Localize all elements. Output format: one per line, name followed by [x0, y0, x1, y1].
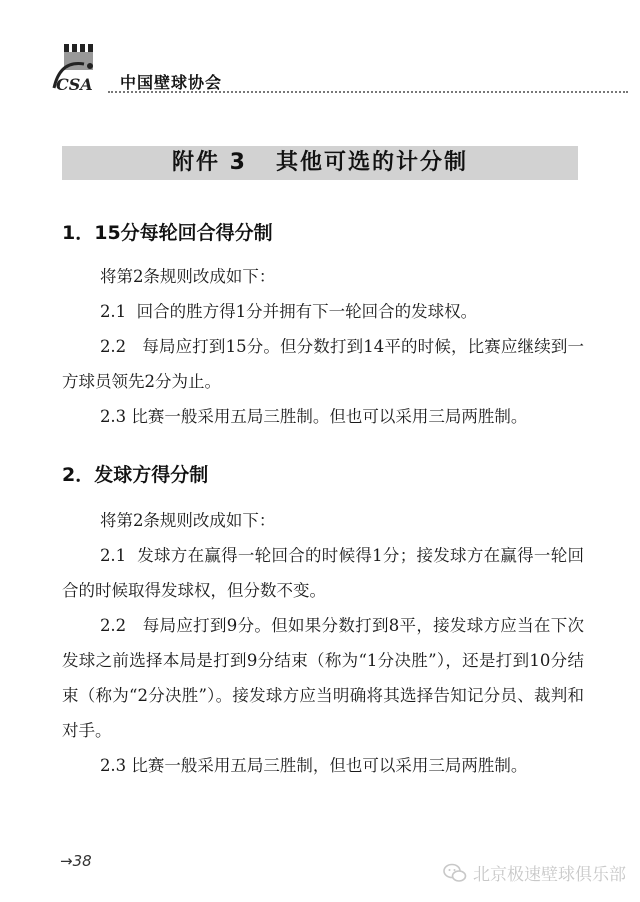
section-2-para-4: 2.3 比赛一般采用五局三胜制，但也可以采用三局两胜制。 — [99, 756, 528, 775]
section-1-para-4: 2.3 比赛一般采用五局三胜制。但也可以采用三局两胜制。 — [99, 407, 528, 426]
section-2-para-3: 2.2 每局应打到9分。但如果分数打到8平，接发球方应当在下次发球之前选择本局是打到9分结束（称为“1分决胜”），还是打到10分结束（称为“2分决胜”）。接发球方应当明确将其选择告知记分员、裁判和对手。 — [62, 616, 584, 740]
section-heading-1: 1．15分每轮回合得分制 — [62, 222, 273, 244]
org-name: 中国壁球协会 — [120, 73, 223, 92]
csa-logo — [50, 42, 106, 94]
section-1-para-1: 将第2条规则改成如下： — [99, 267, 276, 286]
svg-text:CSA: CSA — [56, 75, 93, 94]
page-number: →38 — [60, 852, 92, 870]
header-dotted-rule — [108, 91, 628, 93]
section-1-para-2: 2.1 回合的胜方得1分并拥有下一轮回合的发球权。 — [99, 302, 478, 321]
watermark — [443, 860, 626, 885]
watermark-text: 北京极速壁球俱乐部 — [473, 865, 626, 885]
section-heading-2: 2．发球方得分制 — [62, 464, 209, 486]
section-1-para-3: 2.2 每局应打到15分。但分数打到14平的时候，比赛应继续到一方球员领先2分为止。 — [62, 337, 584, 391]
section-2-para-2: 2.1 发球方在赢得一轮回合的时候得1分；接发球方在赢得一轮回合的时候取得发球权，但分数不变。 — [62, 546, 584, 600]
wechat-icon — [443, 863, 467, 883]
appendix-title: 附件 3 其他可选的计分制 — [62, 146, 578, 180]
section-2-para-1: 将第2条规则改成如下： — [99, 511, 276, 530]
page-header — [0, 0, 640, 100]
